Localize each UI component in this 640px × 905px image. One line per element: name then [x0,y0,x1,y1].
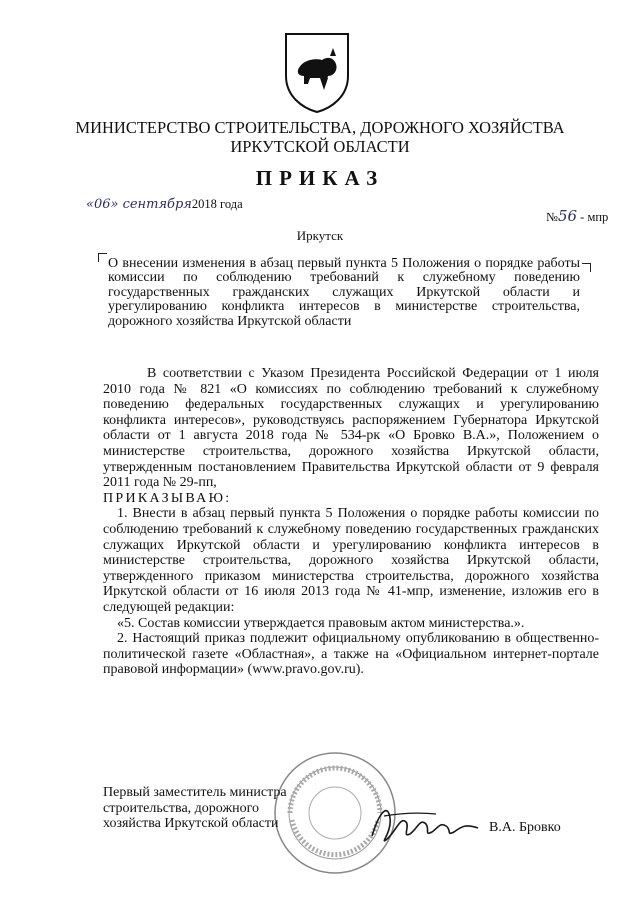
ministry-name-line1: МИНИСТЕРСТВО СТРОИТЕЛЬСТВА, ДОРОЖНОГО ХОЗЯЙСТВА [75,118,565,137]
signer-position [103,785,287,832]
order-word: ПРИКАЗЫВАЮ: [103,490,232,506]
signer-name: В.А. Бровко [489,820,561,835]
document-number [546,207,608,225]
date-handwritten: «06» сентября [86,197,192,212]
irkutsk-coat-of-arms-icon [280,30,354,114]
preamble-paragraph: В соответствии с Указом Президента Российской Федерации от 1 июля 2010 года № 821 «О комиссиях по соблюдению требований к служебному поведению федеральных государственных служащих и урегулированию конфликта интересов», руководствуясь распоряжением Губернатора Иркутской области от 1 августа 2018 года № 534-рк «О Бровко В.А.», Положением о министерстве строительства, дорожного хозяйства Иркутской области, утвержденным постановлением Правительства Иркутской области от 9 февраля 2011 года № 29-пп, [103,366,599,491]
signer-position-line1: Первый заместитель министра [103,785,287,800]
order-item-1-quote: «5. Состав комиссии утверждается правовым актом министерства.». [117,615,525,631]
subject-corner-mark-left [98,253,107,262]
document-subject: О внесении изменения в абзац первый пункта 5 Положения о порядке работы комиссии по соблюдению требований к служебному поведению государственных гражданских служащих Иркутской области и урегулированию конфликта интересов в министерстве строительства, дорожного хозяйства Иркутской области [108,256,580,329]
number-handwritten: 56 [557,207,578,225]
document-body [103,366,599,678]
signer-position-line2: строительства, дорожного [103,800,260,816]
date-suffix: 2018 года [191,197,243,211]
ministry-name-line2: ИРКУТСКОЙ ОБЛАСТИ [230,137,410,156]
city-name: Иркутск [296,228,344,243]
handwritten-signature-icon [366,796,486,856]
number-suffix: - мпр [580,210,609,224]
document-type-title: ПРИКАЗ [255,166,385,190]
order-item-1: 1. Внести в абзац первый пункта 5 Положения о порядке работы комиссии по соблюдению требований к служебному поведению государственных гражданских служащих Иркутской области и урегулированию конфликта интересов в министерстве строительства, дорожного хозяйства Иркутской области, утвержденного приказом министерства строительства, дорожного хозяйства Иркутской области от 16 июля 2013 года № 41-мпр, изменение, изложив его в следующей редакции: [103,506,599,615]
signer-position-line3: хозяйства Иркутской области [103,816,279,832]
subject-corner-mark-right [582,263,591,272]
document-date [86,197,243,212]
number-prefix: № [546,210,558,224]
order-item-2: 2. Настоящий приказ подлежит официальному опубликованию в общественно-политической газете «Областная», а также на «Официальном интернет-портале правовой информации» (www.pravo.gov.ru). [103,631,599,678]
ministry-name [60,118,580,156]
